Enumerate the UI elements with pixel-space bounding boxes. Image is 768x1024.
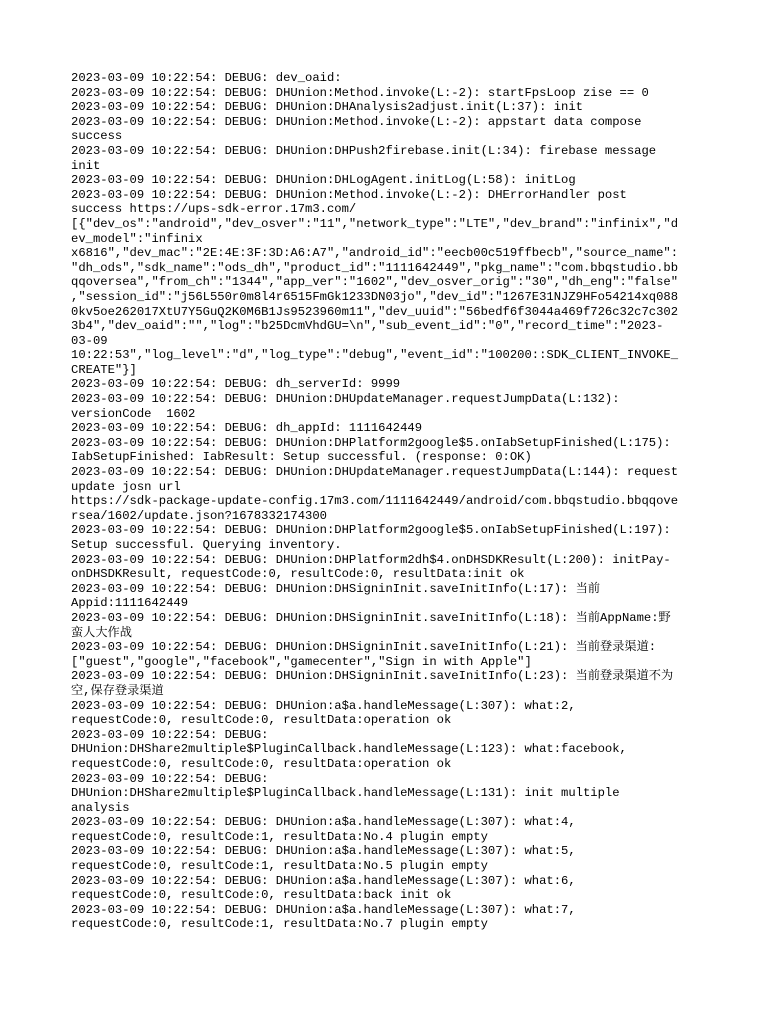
log-entry: 2023-03-09 10:22:54: DEBUG: DHUnion:DHShare2multiple$PluginCallback.handleMessage(L:123): what:facebook, requestCode:0, resultCode:0, resultData:operation ok <box>71 727 627 771</box>
log-entry: 2023-03-09 10:22:54: DEBUG: DHUnion:Method.invoke(L:-2): DHErrorHandler post success https://ups-sdk-error.17m3.com/ [{"dev_os":"android","dev_osver":"11","network_type":"LTE","dev_brand":"infinix","d ev_model":"infinix x6816","dev_mac":"2E:4E:3F:3D:A6:A7","android_id":"eecb00c519ffbecb","source_name": "dh_ods","sdk_name":"ods_dh","product_id":"1111642449","pkg_name":"com.bbqstudio.bb qqoversea","from_ch":"1344","app_ver":"1602","dev_osver_orig":"30","dh_eng":"false" ,"session_id":"j56L550r0m8l4r6515FmGk1233DN03jo","dev_id":"1267E31NJZ9HFo54214xq088 0kv5oe262017XtU7Y5GuQ2K0M6B1Js9523960m11","dev_uuid":"56bedf6f3044a469f726c32c7c302 3b4","dev_oaid":"","log":"b25DcmVhdGU=\n","sub_event_id":"0","record_time":"2023- 03-09 10:22:53","log_level":"d","log_type":"debug","event_id":"100200::SDK_CLIENT_INVOKE_ CREATE"}] <box>71 187 679 377</box>
log-entry: 2023-03-09 10:22:54: DEBUG: DHUnion:DHPlatform2google$5.onIabSetupFinished(L:175): IabSetupFinished: IabResult: Setup successful. (response: 0:OK) <box>71 435 671 465</box>
log-entry: 2023-03-09 10:22:54: DEBUG: DHUnion:a$a.handleMessage(L:307): what:4, requestCode:0, resultCode:1, resultData:No.4 plugin empty <box>71 815 576 844</box>
log-entry: 2023-03-09 10:22:54: DEBUG: DHUnion:DHPush2firebase.init(L:34): firebase message init <box>71 143 657 173</box>
log-entry: 2023-03-09 10:22:54: DEBUG: DHUnion:DHPlatform2google$5.onIabSetupFinished(L:197): Setup successful. Querying inventory. <box>71 523 671 552</box>
log-entry: 2023-03-09 10:22:54: DEBUG: DHUnion:Method.invoke(L:-2): startFpsLoop zise == 0 <box>71 85 649 100</box>
log-entry: 2023-03-09 10:22:54: DEBUG: DHUnion:DHSigninInit.saveInitInfo(L:18): 当前AppName:野 蛮人大作战 <box>71 610 671 640</box>
log-entry: 2023-03-09 10:22:54: DEBUG: dev_oaid: <box>71 71 342 85</box>
log-entry: 2023-03-09 10:22:54: DEBUG: DHUnion:DHUpdateManager.requestJumpData(L:132): versionCode 1602 <box>71 392 620 421</box>
log-entry: 2023-03-09 10:22:54: DEBUG: DHUnion:DHSigninInit.saveInitInfo(L:17): 当前 Appid:1111642449 <box>71 581 601 611</box>
log-entry: 2023-03-09 10:22:54: DEBUG: DHUnion:a$a.handleMessage(L:307): what:5, requestCode:0, resultCode:1, resultData:No.5 plugin empty <box>71 844 576 874</box>
log-entry: 2023-03-09 10:22:54: DEBUG: DHUnion:a$a.handleMessage(L:307): what:7, requestCode:0, resultCode:1, resultData:No.7 plugin empty <box>71 902 576 932</box>
log-entry: 2023-03-09 10:22:54: DEBUG: DHUnion:DHPlatform2dh$4.onDHSDKResult(L:200): initPay- onDHSDKResult, requestCode:0, resultCode:0, resultData:init ok <box>71 552 671 582</box>
log-entry: 2023-03-09 10:22:54: DEBUG: DHUnion:DHSigninInit.saveInitInfo(L:21): 当前登录渠道: ["guest","google","facebook","gamecenter","Sign in with Apple"] <box>71 640 657 669</box>
log-document <box>71 71 701 932</box>
log-entry: 2023-03-09 10:22:54: DEBUG: DHUnion:a$a.handleMessage(L:307): what:6, requestCode:0, resultCode:0, resultData:back init ok <box>71 873 576 903</box>
log-entry: 2023-03-09 10:22:54: DEBUG: DHUnion:DHSigninInit.saveInitInfo(L:23): 当前登录渠道不为 空,保存登录渠道 <box>71 669 674 698</box>
log-entry: 2023-03-09 10:22:54: DEBUG: DHUnion:a$a.handleMessage(L:307): what:2, requestCode:0, resultCode:0, resultData:operation ok <box>71 698 576 728</box>
log-entry: 2023-03-09 10:22:54: DEBUG: dh_appId: 1111642449 <box>71 421 423 436</box>
log-entry: 2023-03-09 10:22:54: DEBUG: dh_serverId: 9999 <box>71 377 401 392</box>
log-entry: 2023-03-09 10:22:54: DEBUG: DHUnion:DHAnalysis2adjust.init(L:37): init <box>71 100 583 115</box>
log-entry: 2023-03-09 10:22:54: DEBUG: DHUnion:DHUpdateManager.requestJumpData(L:144): request update josn url https://sdk-package-update-config.17m3.com/1111642449/android/com.bbqstudio.bbqqove rsea/1602/update.json?1678332174300 <box>71 465 679 523</box>
log-entry: 2023-03-09 10:22:54: DEBUG: DHUnion:DHLogAgent.initLog(L:58): initLog <box>71 173 576 188</box>
log-entry: 2023-03-09 10:22:54: DEBUG: DHUnion:DHShare2multiple$PluginCallback.handleMessage(L:131): init multiple analysis <box>71 771 620 815</box>
log-entry: 2023-03-09 10:22:54: DEBUG: DHUnion:Method.invoke(L:-2): appstart data compose success <box>71 114 642 144</box>
